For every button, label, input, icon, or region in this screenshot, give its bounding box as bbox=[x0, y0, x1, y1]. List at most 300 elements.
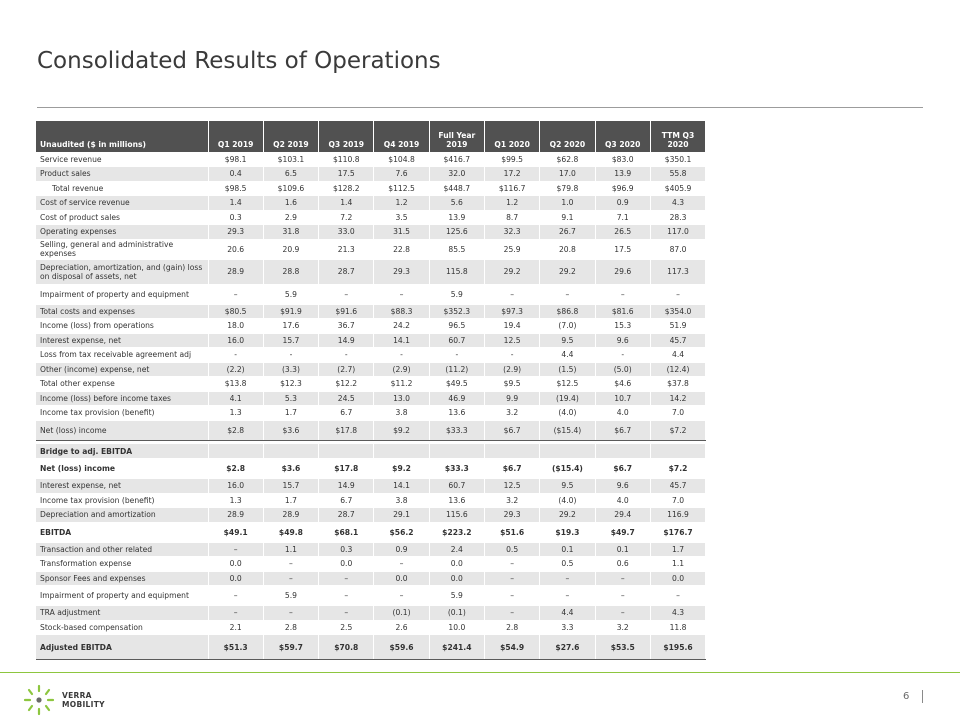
table-cell: 28.9 bbox=[208, 259, 263, 284]
title-divider bbox=[37, 107, 923, 108]
table-cell: 28.3 bbox=[650, 210, 705, 225]
table-cell: – bbox=[650, 586, 705, 606]
table-cell: $19.3 bbox=[540, 522, 595, 542]
table-cell: – bbox=[484, 557, 539, 572]
table-cell: 28.9 bbox=[208, 508, 263, 523]
table-cell: 3.2 bbox=[595, 620, 650, 635]
table-cell: 55.8 bbox=[650, 167, 705, 182]
table-cell: $7.2 bbox=[650, 420, 705, 440]
table-cell: 6.5 bbox=[263, 167, 318, 182]
table-cell: 0.3 bbox=[319, 542, 374, 557]
table-cell: – bbox=[319, 571, 374, 586]
logo-wordmark bbox=[62, 691, 105, 709]
table-cell: – bbox=[484, 284, 539, 304]
table-cell: 3.8 bbox=[374, 493, 429, 508]
table-cell: 1.2 bbox=[484, 196, 539, 211]
row-label: Depreciation and amortization bbox=[36, 508, 208, 523]
table-row bbox=[36, 167, 706, 182]
row-label: Income (loss) from operations bbox=[36, 319, 208, 334]
table-cell: 6.7 bbox=[319, 493, 374, 508]
table-cell: 13.0 bbox=[374, 391, 429, 406]
table-cell: $49.8 bbox=[263, 522, 318, 542]
table-cell: (4.0) bbox=[540, 493, 595, 508]
table-cell: 9.1 bbox=[540, 210, 595, 225]
table-cell: $98.1 bbox=[208, 152, 263, 167]
row-label: Net (loss) income bbox=[36, 420, 208, 440]
table-cell: – bbox=[208, 542, 263, 557]
table-cell: – bbox=[319, 586, 374, 606]
table-row bbox=[36, 406, 706, 421]
table-cell: 28.7 bbox=[319, 259, 374, 284]
table-cell: $27.6 bbox=[540, 635, 595, 660]
table-cell: – bbox=[595, 586, 650, 606]
table-cell: 4.0 bbox=[595, 493, 650, 508]
table-cell: 45.7 bbox=[650, 479, 705, 494]
table-cell: 24.2 bbox=[374, 319, 429, 334]
table-cell: 4.4 bbox=[540, 348, 595, 363]
table-cell: – bbox=[540, 586, 595, 606]
table-cell: 7.2 bbox=[319, 210, 374, 225]
table-cell: 26.7 bbox=[540, 225, 595, 240]
table-row bbox=[36, 606, 706, 621]
table-cell: 4.0 bbox=[595, 406, 650, 421]
verra-mobility-logo-icon bbox=[22, 684, 56, 716]
table-cell: 14.1 bbox=[374, 333, 429, 348]
table-cell: $97.3 bbox=[484, 304, 539, 319]
table-cell: $6.7 bbox=[484, 420, 539, 440]
table-body bbox=[36, 152, 706, 660]
row-label: Interest expense, net bbox=[36, 479, 208, 494]
table-row bbox=[36, 557, 706, 572]
column-header: Q1 2020 bbox=[484, 121, 539, 152]
table-cell: (3.3) bbox=[263, 362, 318, 377]
table-cell: – bbox=[263, 606, 318, 621]
table-cell bbox=[263, 444, 318, 459]
table-cell: 13.9 bbox=[595, 167, 650, 182]
table-cell: $11.2 bbox=[374, 377, 429, 392]
page-number: 6 bbox=[903, 691, 910, 702]
table-cell: 60.7 bbox=[429, 479, 484, 494]
table-cell: 2.6 bbox=[374, 620, 429, 635]
table-cell: 10.7 bbox=[595, 391, 650, 406]
row-label: Selling, general and administrative expenses bbox=[36, 239, 208, 259]
table-cell: 0.0 bbox=[650, 571, 705, 586]
table-row bbox=[36, 377, 706, 392]
table-cell: – bbox=[319, 284, 374, 304]
table-cell: $99.5 bbox=[484, 152, 539, 167]
table-cell: $128.2 bbox=[319, 181, 374, 196]
table-cell: 6.7 bbox=[319, 406, 374, 421]
table-cell: 2.5 bbox=[319, 620, 374, 635]
table-row bbox=[36, 586, 706, 606]
table-cell: (4.0) bbox=[540, 406, 595, 421]
table-cell: $104.8 bbox=[374, 152, 429, 167]
table-row bbox=[36, 522, 706, 542]
table-cell: – bbox=[208, 284, 263, 304]
table-cell: 5.6 bbox=[429, 196, 484, 211]
table-cell: $350.1 bbox=[650, 152, 705, 167]
table-cell: – bbox=[374, 284, 429, 304]
table-cell: – bbox=[208, 586, 263, 606]
table-cell: 19.4 bbox=[484, 319, 539, 334]
row-label: Loss from tax receivable agreement adj bbox=[36, 348, 208, 363]
table-cell: $33.3 bbox=[429, 459, 484, 479]
table-cell: 60.7 bbox=[429, 333, 484, 348]
table-cell: 7.0 bbox=[650, 493, 705, 508]
row-label: EBITDA bbox=[36, 522, 208, 542]
table-cell: 45.7 bbox=[650, 333, 705, 348]
table-cell: 14.9 bbox=[319, 333, 374, 348]
table-cell: 14.1 bbox=[374, 479, 429, 494]
table-cell: 15.7 bbox=[263, 479, 318, 494]
table-cell: 117.0 bbox=[650, 225, 705, 240]
table-cell: $2.8 bbox=[208, 459, 263, 479]
table-cell: 9.9 bbox=[484, 391, 539, 406]
table-cell: $59.6 bbox=[374, 635, 429, 660]
table-cell: $6.7 bbox=[595, 420, 650, 440]
table-cell: $176.7 bbox=[650, 522, 705, 542]
table-row bbox=[36, 333, 706, 348]
table-cell: 29.3 bbox=[374, 259, 429, 284]
row-label: Cost of product sales bbox=[36, 210, 208, 225]
logo-word-2: MOBILITY bbox=[62, 700, 105, 709]
table-cell: 115.6 bbox=[429, 508, 484, 523]
table-row bbox=[36, 348, 706, 363]
table-cell: – bbox=[374, 586, 429, 606]
row-label: Sponsor Fees and expenses bbox=[36, 571, 208, 586]
table-cell: $448.7 bbox=[429, 181, 484, 196]
table-cell: 17.5 bbox=[319, 167, 374, 182]
table-cell: – bbox=[540, 284, 595, 304]
table-cell: $354.0 bbox=[650, 304, 705, 319]
table-row bbox=[36, 239, 706, 259]
table-cell: 2.8 bbox=[263, 620, 318, 635]
table-cell bbox=[484, 444, 539, 459]
table-cell: 4.4 bbox=[540, 606, 595, 621]
table-cell: 3.5 bbox=[374, 210, 429, 225]
table-cell: 17.2 bbox=[484, 167, 539, 182]
table-cell: 125.6 bbox=[429, 225, 484, 240]
row-label: Total costs and expenses bbox=[36, 304, 208, 319]
column-header: Q2 2019 bbox=[263, 121, 318, 152]
table-row bbox=[36, 620, 706, 635]
table-cell: $3.6 bbox=[263, 459, 318, 479]
table-cell: (2.9) bbox=[484, 362, 539, 377]
table-cell: - bbox=[429, 348, 484, 363]
row-label: Stock-based compensation bbox=[36, 620, 208, 635]
table-cell: 12.5 bbox=[484, 333, 539, 348]
table-cell: $49.1 bbox=[208, 522, 263, 542]
table-row bbox=[36, 284, 706, 304]
table-cell: $112.5 bbox=[374, 181, 429, 196]
table-cell: $51.6 bbox=[484, 522, 539, 542]
table-cell: $4.6 bbox=[595, 377, 650, 392]
table-cell: 3.8 bbox=[374, 406, 429, 421]
table-cell: 0.0 bbox=[429, 571, 484, 586]
table-row bbox=[36, 391, 706, 406]
table-cell: 1.7 bbox=[650, 542, 705, 557]
table-cell: $53.5 bbox=[595, 635, 650, 660]
table-cell: $9.5 bbox=[484, 377, 539, 392]
table-cell: - bbox=[319, 348, 374, 363]
table-cell: $241.4 bbox=[429, 635, 484, 660]
row-label: Depreciation, amortization, and (gain) loss on disposal of assets, net bbox=[36, 259, 208, 284]
table-row bbox=[36, 479, 706, 494]
table-cell: $70.8 bbox=[319, 635, 374, 660]
table-cell: 36.7 bbox=[319, 319, 374, 334]
table-cell: 46.9 bbox=[429, 391, 484, 406]
table-cell: 1.7 bbox=[263, 406, 318, 421]
table-cell: 1.3 bbox=[208, 493, 263, 508]
table-cell: $7.2 bbox=[650, 459, 705, 479]
table-cell: 0.0 bbox=[208, 571, 263, 586]
table-cell: 28.9 bbox=[263, 508, 318, 523]
table-cell: – bbox=[650, 284, 705, 304]
table-cell: – bbox=[319, 606, 374, 621]
table-cell: 29.2 bbox=[484, 259, 539, 284]
column-header: Q3 2019 bbox=[319, 121, 374, 152]
table-cell: – bbox=[595, 571, 650, 586]
table-cell: 2.1 bbox=[208, 620, 263, 635]
row-label: Income (loss) before income taxes bbox=[36, 391, 208, 406]
table-cell: 28.7 bbox=[319, 508, 374, 523]
row-label: Cost of service revenue bbox=[36, 196, 208, 211]
table-cell bbox=[429, 444, 484, 459]
table-cell bbox=[540, 444, 595, 459]
table-cell: $54.9 bbox=[484, 635, 539, 660]
table-cell: 4.3 bbox=[650, 196, 705, 211]
table-cell: 0.3 bbox=[208, 210, 263, 225]
table-row bbox=[36, 259, 706, 284]
table-cell: $110.8 bbox=[319, 152, 374, 167]
table-cell: 18.0 bbox=[208, 319, 263, 334]
table-cell: $62.8 bbox=[540, 152, 595, 167]
table-cell: (5.0) bbox=[595, 362, 650, 377]
table-cell: - bbox=[484, 348, 539, 363]
table-cell: - bbox=[208, 348, 263, 363]
table-cell: 0.4 bbox=[208, 167, 263, 182]
row-label: Income tax provision (benefit) bbox=[36, 406, 208, 421]
table-cell: 29.1 bbox=[374, 508, 429, 523]
table-cell: $116.7 bbox=[484, 181, 539, 196]
table-cell: 5.9 bbox=[263, 284, 318, 304]
table-cell: 0.9 bbox=[374, 542, 429, 557]
table-cell: $416.7 bbox=[429, 152, 484, 167]
table-cell: 116.9 bbox=[650, 508, 705, 523]
table-cell: $49.5 bbox=[429, 377, 484, 392]
table-cell: 0.5 bbox=[540, 557, 595, 572]
table-cell: $3.6 bbox=[263, 420, 318, 440]
table-cell: $88.3 bbox=[374, 304, 429, 319]
row-label: Bridge to adj. EBITDA bbox=[36, 444, 208, 459]
table-cell: (0.1) bbox=[429, 606, 484, 621]
table-cell: 28.8 bbox=[263, 259, 318, 284]
table-cell: 2.8 bbox=[484, 620, 539, 635]
table-cell bbox=[374, 444, 429, 459]
column-header: Q1 2019 bbox=[208, 121, 263, 152]
table-cell: $17.8 bbox=[319, 459, 374, 479]
table-cell: – bbox=[484, 571, 539, 586]
table-cell: 14.2 bbox=[650, 391, 705, 406]
row-label: Total other expense bbox=[36, 377, 208, 392]
table-cell: $83.0 bbox=[595, 152, 650, 167]
table-cell: 32.0 bbox=[429, 167, 484, 182]
table-row bbox=[36, 319, 706, 334]
results-table bbox=[36, 121, 706, 660]
row-label: Adjusted EBITDA bbox=[36, 635, 208, 660]
table-cell: $6.7 bbox=[595, 459, 650, 479]
logo-word-1: VERRA bbox=[62, 691, 92, 700]
table-cell: 13.6 bbox=[429, 406, 484, 421]
table-row bbox=[36, 304, 706, 319]
table-cell: $86.8 bbox=[540, 304, 595, 319]
table-cell: 29.3 bbox=[484, 508, 539, 523]
table-cell: 13.6 bbox=[429, 493, 484, 508]
table-row bbox=[36, 196, 706, 211]
table-cell: $80.5 bbox=[208, 304, 263, 319]
table-cell: – bbox=[595, 284, 650, 304]
table-cell: – bbox=[484, 606, 539, 621]
table-cell: $49.7 bbox=[595, 522, 650, 542]
table-cell: 4.4 bbox=[650, 348, 705, 363]
table-cell: 29.6 bbox=[595, 259, 650, 284]
row-label: Transformation expense bbox=[36, 557, 208, 572]
table-cell: 29.4 bbox=[595, 508, 650, 523]
table-cell: ($15.4) bbox=[540, 420, 595, 440]
table-cell: $9.2 bbox=[374, 459, 429, 479]
table-cell: $352.3 bbox=[429, 304, 484, 319]
table-cell: $79.8 bbox=[540, 181, 595, 196]
table-cell: 15.7 bbox=[263, 333, 318, 348]
table-row bbox=[36, 181, 706, 196]
table-cell: 31.5 bbox=[374, 225, 429, 240]
column-header: Q2 2020 bbox=[540, 121, 595, 152]
table-row bbox=[36, 542, 706, 557]
table-cell: 1.7 bbox=[263, 493, 318, 508]
table-cell: 1.1 bbox=[650, 557, 705, 572]
table-cell: 10.0 bbox=[429, 620, 484, 635]
table-cell: 117.3 bbox=[650, 259, 705, 284]
table-cell: $96.9 bbox=[595, 181, 650, 196]
table-cell: 0.0 bbox=[319, 557, 374, 572]
table-cell: 29.3 bbox=[208, 225, 263, 240]
table-cell bbox=[319, 444, 374, 459]
table-cell: – bbox=[595, 606, 650, 621]
table-cell: $56.2 bbox=[374, 522, 429, 542]
table-cell: $12.5 bbox=[540, 377, 595, 392]
table-cell: $17.8 bbox=[319, 420, 374, 440]
table-cell: – bbox=[263, 557, 318, 572]
table-cell: 32.3 bbox=[484, 225, 539, 240]
table-cell: 16.0 bbox=[208, 479, 263, 494]
table-cell: 20.6 bbox=[208, 239, 263, 259]
table-cell: $91.6 bbox=[319, 304, 374, 319]
table-cell: 17.0 bbox=[540, 167, 595, 182]
table-cell: 3.3 bbox=[540, 620, 595, 635]
table-cell: 29.2 bbox=[540, 259, 595, 284]
table-cell bbox=[650, 444, 705, 459]
table-cell: 3.2 bbox=[484, 406, 539, 421]
column-header: Full Year 2019 bbox=[429, 121, 484, 152]
table-cell: 5.9 bbox=[263, 586, 318, 606]
table-row bbox=[36, 420, 706, 440]
table-cell: 20.9 bbox=[263, 239, 318, 259]
table-cell: (0.1) bbox=[374, 606, 429, 621]
table-cell: - bbox=[374, 348, 429, 363]
table-cell: $12.3 bbox=[263, 377, 318, 392]
table-cell: 25.9 bbox=[484, 239, 539, 259]
row-label: Income tax provision (benefit) bbox=[36, 493, 208, 508]
table-cell: $9.2 bbox=[374, 420, 429, 440]
table-cell: (12.4) bbox=[650, 362, 705, 377]
table-cell: ($15.4) bbox=[540, 459, 595, 479]
row-label: Service revenue bbox=[36, 152, 208, 167]
table-cell: – bbox=[540, 571, 595, 586]
table-cell: 4.1 bbox=[208, 391, 263, 406]
row-label: TRA adjustment bbox=[36, 606, 208, 621]
table-cell: 0.1 bbox=[595, 542, 650, 557]
table-cell: 1.1 bbox=[263, 542, 318, 557]
table-cell: 22.8 bbox=[374, 239, 429, 259]
table-cell: 0.0 bbox=[374, 571, 429, 586]
table-cell: $2.8 bbox=[208, 420, 263, 440]
table-row bbox=[36, 362, 706, 377]
table-cell: 2.9 bbox=[263, 210, 318, 225]
table-cell: 0.0 bbox=[208, 557, 263, 572]
page-number-bar bbox=[922, 690, 923, 703]
table-cell: $12.2 bbox=[319, 377, 374, 392]
table-cell: 9.5 bbox=[540, 333, 595, 348]
table-cell: - bbox=[263, 348, 318, 363]
table-row bbox=[36, 508, 706, 523]
table-cell: 1.4 bbox=[319, 196, 374, 211]
table-cell: 1.6 bbox=[263, 196, 318, 211]
table-cell: 24.5 bbox=[319, 391, 374, 406]
table-cell: 20.8 bbox=[540, 239, 595, 259]
row-label: Net (loss) income bbox=[36, 459, 208, 479]
table-row bbox=[36, 210, 706, 225]
table-cell: 33.0 bbox=[319, 225, 374, 240]
table-cell: 11.8 bbox=[650, 620, 705, 635]
table-cell: – bbox=[263, 571, 318, 586]
table-cell: 3.2 bbox=[484, 493, 539, 508]
table-cell: 1.0 bbox=[540, 196, 595, 211]
table-cell: 0.0 bbox=[429, 557, 484, 572]
table-cell: – bbox=[374, 557, 429, 572]
table-cell: 26.5 bbox=[595, 225, 650, 240]
row-label: Impairment of property and equipment bbox=[36, 284, 208, 304]
table-cell: (2.7) bbox=[319, 362, 374, 377]
table-cell: 9.6 bbox=[595, 333, 650, 348]
table-cell: 1.3 bbox=[208, 406, 263, 421]
column-header: Q4 2019 bbox=[374, 121, 429, 152]
table-cell: $91.9 bbox=[263, 304, 318, 319]
table-cell: $109.6 bbox=[263, 181, 318, 196]
table-cell: (1.5) bbox=[540, 362, 595, 377]
table-cell: 4.3 bbox=[650, 606, 705, 621]
table-cell: (7.0) bbox=[540, 319, 595, 334]
table-cell: - bbox=[595, 348, 650, 363]
table-cell: – bbox=[484, 586, 539, 606]
row-label: Product sales bbox=[36, 167, 208, 182]
table-cell: 5.3 bbox=[263, 391, 318, 406]
row-label: Interest expense, net bbox=[36, 333, 208, 348]
table-cell: (19.4) bbox=[540, 391, 595, 406]
table-row bbox=[36, 493, 706, 508]
table-cell: $81.6 bbox=[595, 304, 650, 319]
table-cell: 7.1 bbox=[595, 210, 650, 225]
table-cell: $103.1 bbox=[263, 152, 318, 167]
